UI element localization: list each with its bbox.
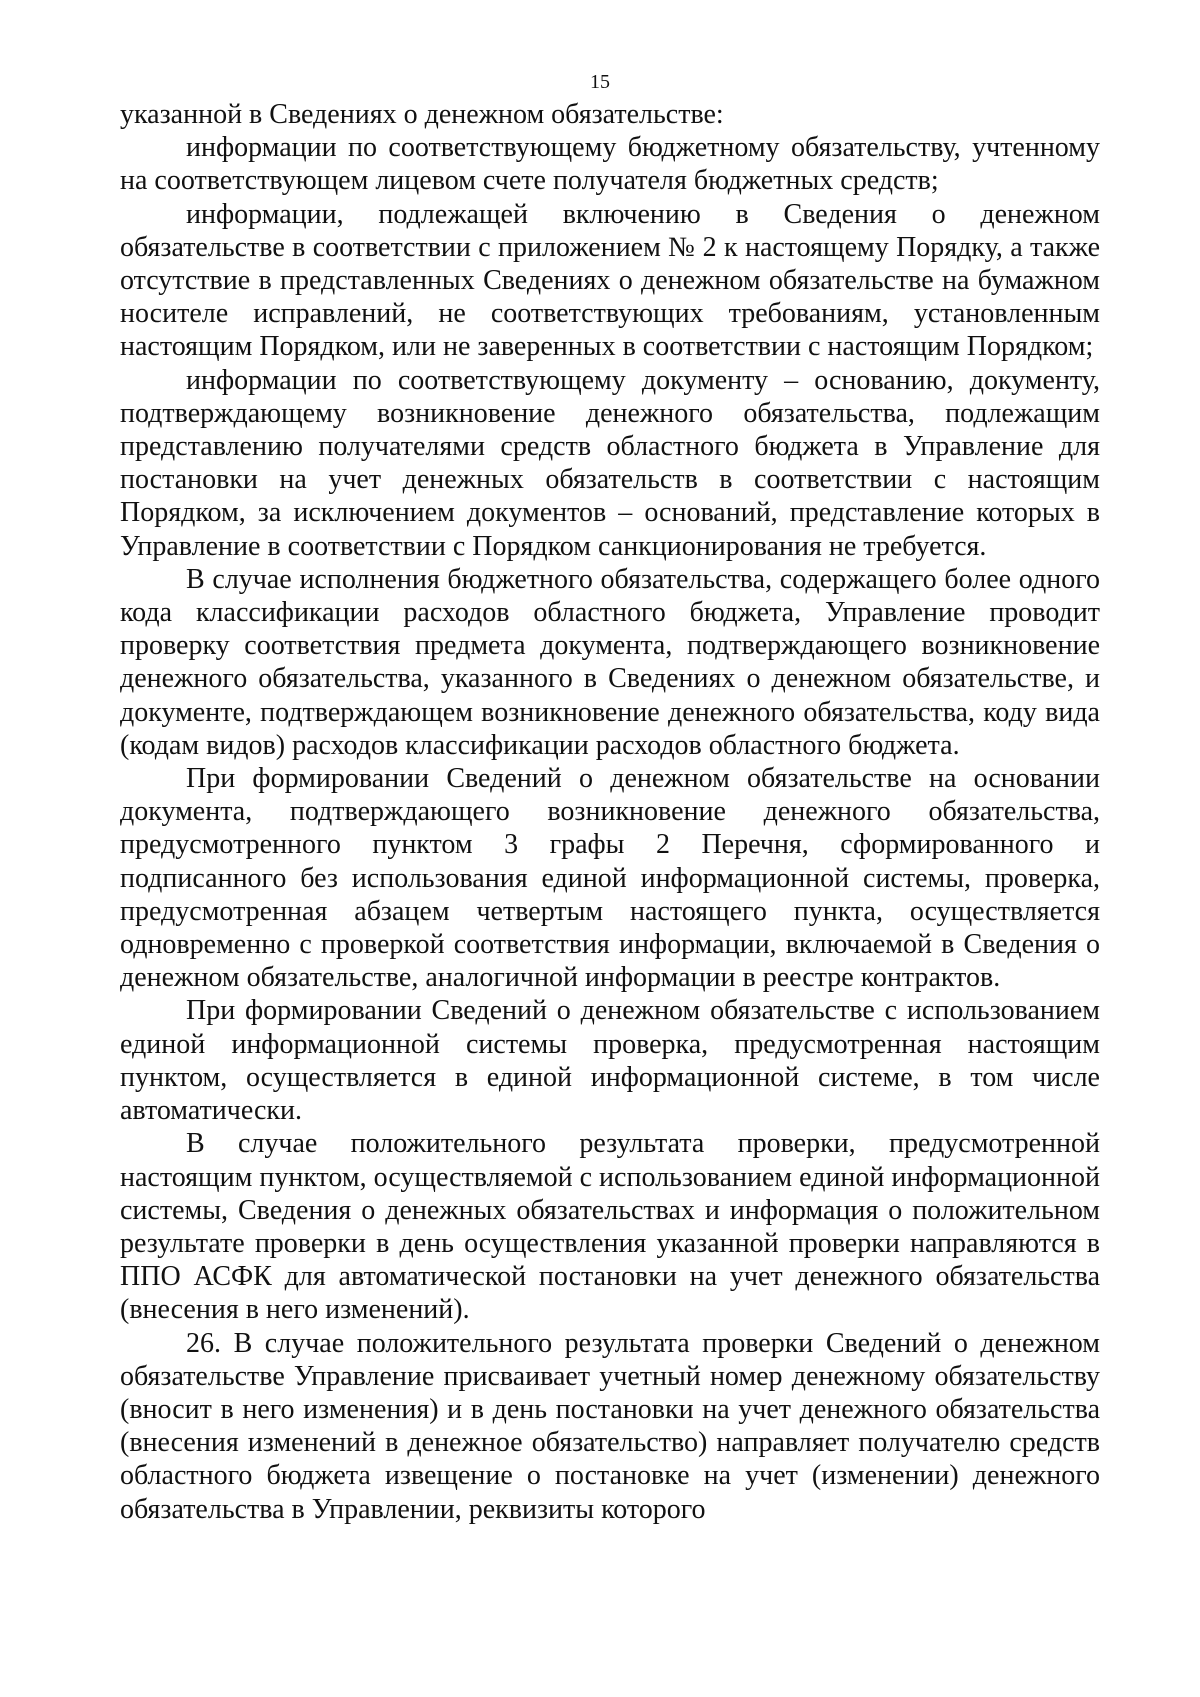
document-body (120, 98, 1100, 1526)
page-number: 15 (590, 71, 610, 93)
paragraph: В случае исполнения бюджетного обязательства, содержащего более одного кода классификации расходов областного бюджета, Управление проводит проверку соответствия предмета документа, подтверждающего возникновение денежного обязательства, указанного в Сведениях о денежном обязательстве, и документе, подтверждающем возникновение денежного обязательства, коду вида (кодам видов) расходов классификации расходов областного бюджета. (120, 563, 1100, 761)
paragraph: 26. В случае положительного результата проверки Сведений о денежном обязательстве Управление присваивает учетный номер денежному обязательству (вносит в него изменения) и в день постановки на учет денежного обязательства (внесения изменений в денежное обязательство) направляет получателю средств областного бюджета извещение о постановке на учет (изменении) денежного обязательства в Управлении, реквизиты которого (120, 1327, 1100, 1525)
paragraph: информации по соответствующему бюджетному обязательству, учтенному на соответствующем лицевом счете получателя бюджетных средств; (120, 132, 1100, 197)
paragraph: При формировании Сведений о денежном обязательстве на основании документа, подтверждающего возникновение денежного обязательства, предусмотренного пунктом 3 графы 2 Перечня, сформированного и подписанного без использования единой информационной системы, проверка, предусмотренная абзацем четвертым настоящего пункта, осуществляется одновременно с проверкой соответствия информации, включаемой в Сведения о денежном обязательстве, аналогичной информации в реестре контрактов. (120, 763, 1100, 994)
paragraph: В случае положительного результата проверки, предусмотренной настоящим пунктом, осуществляемой с использованием единой информационной системы, Сведения о денежных обязательствах и информация о положительном результате проверки в день осуществления указанной проверки направляются в ППО АСФК для автоматической постановки на учет денежного обязательства (внесения в него изменений). (120, 1128, 1100, 1326)
paragraph: При формировании Сведений о денежном обязательстве с использованием единой информационной системы проверка, предусмотренная настоящим пунктом, осуществляется в единой информационной системе, в том числе автоматически. (120, 995, 1100, 1127)
paragraph: информации по соответствующему документу – основанию, документу, подтверждающему возникновение денежного обязательства, подлежащим представлению получателями средств областного бюджета в Управление для постановки на учет денежных обязательств в соответствии с настоящим Порядком, за исключением документов – оснований, представление которых в Управление в соответствии с Порядком санкционирования не требуется. (120, 364, 1100, 562)
paragraph: указанной в Сведениях о денежном обязательстве: (120, 99, 724, 130)
paragraph: информации, подлежащей включению в Сведения о денежном обязательстве в соответствии с приложением № 2 к настоящему Порядку, а также отсутствие в представленных Сведениях о денежном обязательстве на бумажном носителе исправлений, не соответствующих требованиям, установленным настоящим Порядком, или не заверенных в соответствии с настоящим Порядком; (120, 198, 1100, 363)
